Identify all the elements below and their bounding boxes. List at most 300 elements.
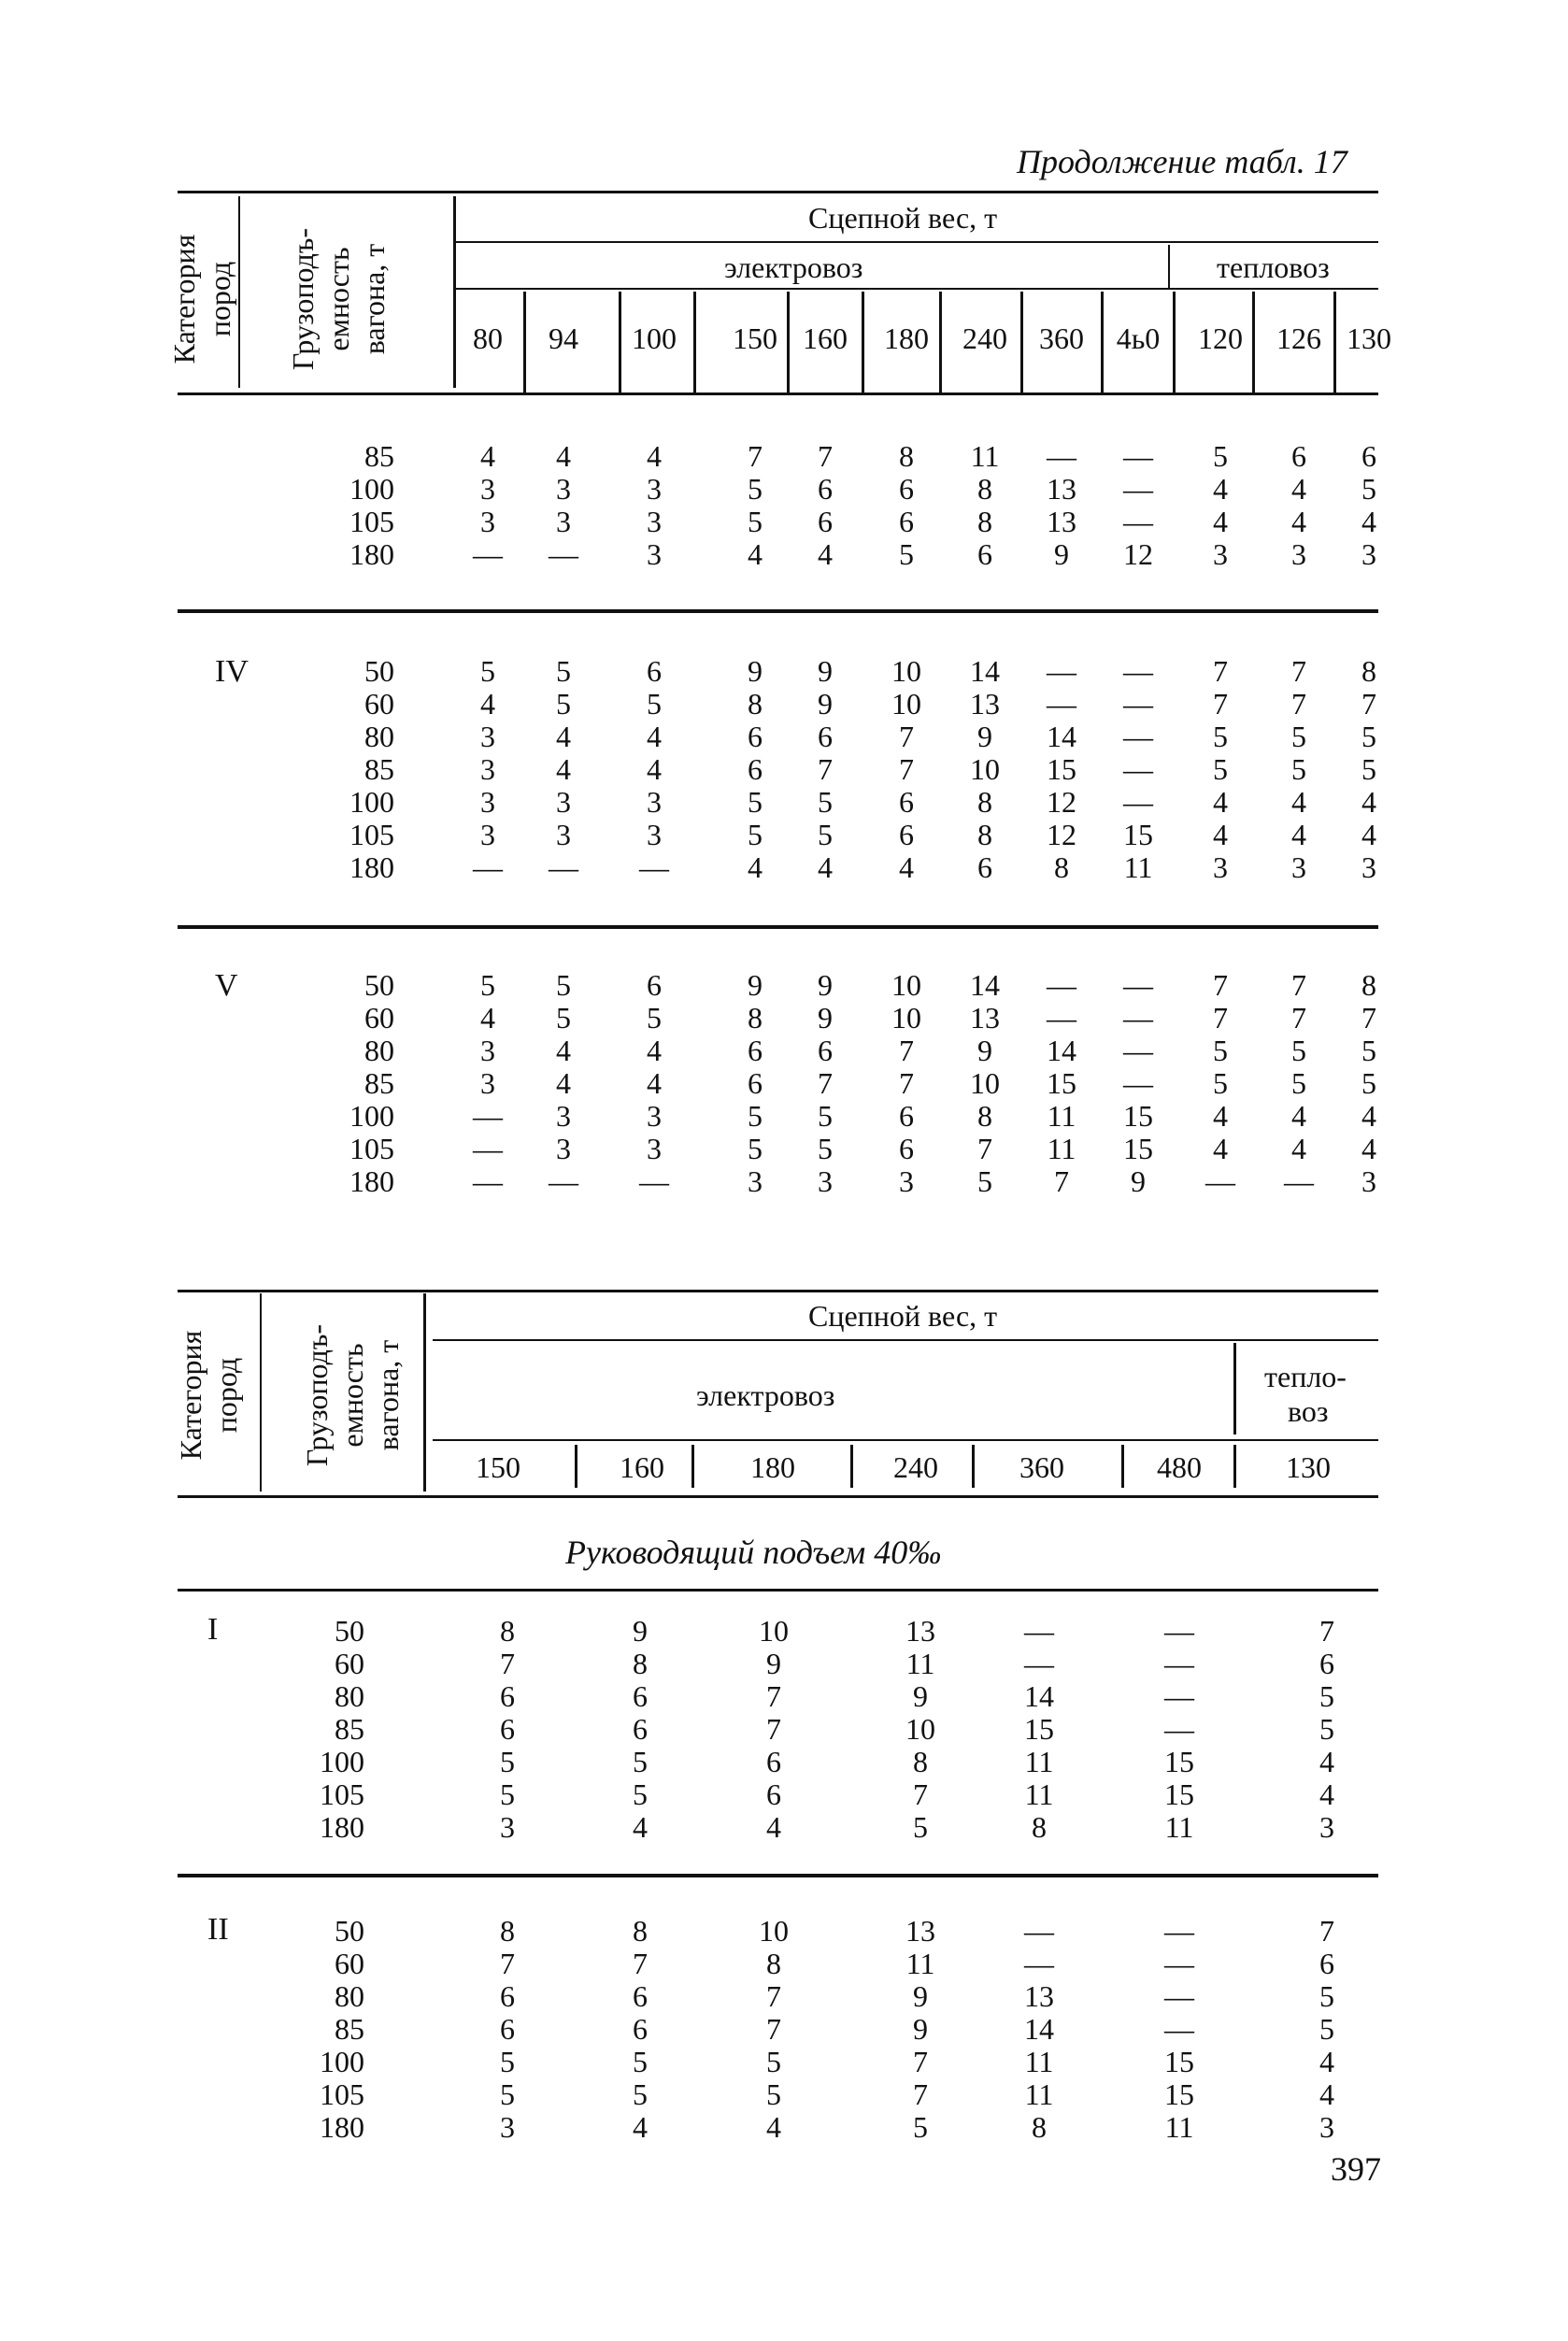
table1-cell: 11 <box>1123 850 1153 884</box>
table2-load: 50 <box>335 1914 364 1948</box>
table2-cell: 13 <box>905 1614 935 1648</box>
table1-cell: 6 <box>748 720 763 753</box>
table1-col-header: 180 <box>884 321 929 355</box>
table1-cell: 11 <box>1047 1132 1076 1165</box>
table2-cell: 6 <box>500 1712 515 1746</box>
table1-col-header: 94 <box>549 321 578 355</box>
table2-load: 85 <box>335 1712 364 1746</box>
table1-cell: 5 <box>480 654 495 688</box>
table2-cell: 8 <box>766 1947 781 1980</box>
table1-load: 85 <box>364 752 394 786</box>
table1-cell: — <box>473 1164 503 1198</box>
table2-cell: 6 <box>500 1979 515 2013</box>
table1-header-capacity: Грузоподъ- емность вагона, т <box>286 227 391 371</box>
table1-cell: 13 <box>970 687 1000 721</box>
table1-cell: 4 <box>1291 818 1306 851</box>
table1-cell: — <box>1123 505 1153 538</box>
table1-cell: 5 <box>818 1132 833 1165</box>
table2-header-electric: электровоз <box>696 1378 835 1412</box>
table1-cell: 5 <box>818 1099 833 1133</box>
table1-cell: 3 <box>556 505 571 538</box>
table1-cell: 6 <box>1291 439 1306 473</box>
table1-cell: 14 <box>1047 1034 1076 1067</box>
table1-load: 50 <box>364 654 394 688</box>
table1-cell: — <box>1123 968 1153 1002</box>
column-separator <box>693 292 696 393</box>
table2-cell: 6 <box>1319 1947 1334 1980</box>
table1-cell: 7 <box>1213 968 1228 1002</box>
table1-load: 80 <box>364 720 394 753</box>
table1-cell: 4 <box>1291 785 1306 819</box>
column-separator <box>1252 292 1255 393</box>
table1-cell: 14 <box>970 968 1000 1002</box>
table1-cell: 5 <box>748 818 763 851</box>
table1-cell: 3 <box>1291 850 1306 884</box>
table1-col-header: 4ь0 <box>1116 321 1161 355</box>
table1-cell: 7 <box>748 439 763 473</box>
table2-cell: 10 <box>759 1614 789 1648</box>
column-separator <box>619 292 621 393</box>
table1-cell: 13 <box>1047 505 1076 538</box>
table1-cell: — <box>549 1164 578 1198</box>
table2-cell: — <box>1164 1712 1194 1746</box>
table1-cell: 4 <box>1213 818 1228 851</box>
table2-cell: 9 <box>913 1679 928 1713</box>
table2-cell: 5 <box>633 2045 648 2078</box>
page-number: 397 <box>1331 2150 1381 2188</box>
table2-cell: 15 <box>1024 1712 1054 1746</box>
table1-cell: 7 <box>1291 687 1306 721</box>
table1-load: 85 <box>364 1066 394 1100</box>
table1-cell: 12 <box>1047 818 1076 851</box>
table2-cell: 8 <box>1032 2110 1047 2144</box>
table1-cell: 5 <box>899 537 914 571</box>
table1-cell: 5 <box>480 968 495 1002</box>
table1-cell: 6 <box>748 752 763 786</box>
table1-cell: 12 <box>1123 537 1153 571</box>
table1-cell: — <box>1047 1001 1076 1035</box>
table2-cell: 6 <box>633 1712 648 1746</box>
table1-cell: 6 <box>899 1132 914 1165</box>
table1-cell: 4 <box>1213 472 1228 506</box>
table1-cell: 5 <box>1291 752 1306 786</box>
table1-cell: 3 <box>748 1164 763 1198</box>
table2-cell: 4 <box>633 1810 648 1844</box>
table1-cell: 4 <box>1291 1132 1306 1165</box>
table1-cell: 8 <box>977 505 992 538</box>
table2-cell: 4 <box>766 1810 781 1844</box>
table2-cell: 6 <box>766 1745 781 1778</box>
table2-load: 105 <box>320 2077 364 2111</box>
table2-cell: 9 <box>766 1647 781 1680</box>
table2-cell: 15 <box>1164 1777 1194 1811</box>
table1-cell: 7 <box>1361 1001 1376 1035</box>
table2-cell: 5 <box>913 1810 928 1844</box>
table2-load: 180 <box>320 2110 364 2144</box>
table1-cell: 4 <box>1213 505 1228 538</box>
table1-cell: 4 <box>647 1034 662 1067</box>
table1-cell: 4 <box>647 752 662 786</box>
table1-cell: 8 <box>1361 968 1376 1002</box>
table2-load: 60 <box>335 1647 364 1680</box>
table2-cell: 13 <box>905 1914 935 1948</box>
table2-cell: 15 <box>1164 2045 1194 2078</box>
table1-cell: 4 <box>1291 1099 1306 1133</box>
table2-col-header: 360 <box>1019 1450 1064 1484</box>
table1-cell: 5 <box>748 1132 763 1165</box>
table2-cell: 9 <box>633 1614 648 1648</box>
table2-subtitle: Руководящий подъем 40‰ <box>565 1534 942 1571</box>
table1-cell: 14 <box>970 654 1000 688</box>
table2-cell: — <box>1164 1947 1194 1980</box>
table1-col-header: 80 <box>473 321 503 355</box>
table1-load: 80 <box>364 1034 394 1067</box>
table1-cell: — <box>1123 439 1153 473</box>
table2-cell: 8 <box>500 1614 515 1648</box>
table2-header-diesel-line1: тепло- <box>1264 1360 1347 1393</box>
table1-cell: 4 <box>1213 1099 1228 1133</box>
table1-cell: 4 <box>1361 785 1376 819</box>
table1-cell: 3 <box>556 472 571 506</box>
table2-cell: 7 <box>913 2045 928 2078</box>
table2-cell: 15 <box>1164 1745 1194 1778</box>
table1-cell: 8 <box>977 472 992 506</box>
table1-cell: — <box>1123 472 1153 506</box>
table1-cell: 5 <box>748 1099 763 1133</box>
table2-load: 85 <box>335 2012 364 2046</box>
table1-cell: 3 <box>480 752 495 786</box>
table1-load: 100 <box>349 472 394 506</box>
table2-cell: 7 <box>633 1947 648 1980</box>
table2-cell: 5 <box>633 1777 648 1811</box>
table1-cell: — <box>1284 1164 1314 1198</box>
table1-cell: 10 <box>891 968 921 1002</box>
table2-cell: 13 <box>1024 1979 1054 2013</box>
table1-cell: 4 <box>1213 785 1228 819</box>
table1-cell: 7 <box>1291 654 1306 688</box>
table2-cell: 5 <box>766 2077 781 2111</box>
table1-cell: 4 <box>556 1034 571 1067</box>
table2-cell: 7 <box>500 1947 515 1980</box>
table1-cell: — <box>1123 720 1153 753</box>
table2-cell: 4 <box>1319 1745 1334 1778</box>
table2-load: 80 <box>335 1679 364 1713</box>
table1-cell: 9 <box>977 1034 992 1067</box>
table1-cell: 5 <box>977 1164 992 1198</box>
column-separator <box>1173 292 1176 393</box>
table2-category: II <box>207 1912 229 1947</box>
table1-cell: 4 <box>818 850 833 884</box>
table1-cell: — <box>1047 654 1076 688</box>
table1-cell: 4 <box>1361 1132 1376 1165</box>
table1-cell: 3 <box>556 1132 571 1165</box>
table1-cell: — <box>1123 654 1153 688</box>
table1-cell: 13 <box>1047 472 1076 506</box>
table1-cell: 3 <box>647 1132 662 1165</box>
table1-cell: 5 <box>556 1001 571 1035</box>
table1-cell: 5 <box>1361 1034 1376 1067</box>
table2-cell: 11 <box>1024 1777 1054 1811</box>
table2-cell: 7 <box>1319 1914 1334 1948</box>
table1-cell: 5 <box>556 654 571 688</box>
table1-load: 60 <box>364 1001 394 1035</box>
table1-cell: — <box>1123 1034 1153 1067</box>
table1-cell: 10 <box>891 654 921 688</box>
table1-cell: — <box>473 1132 503 1165</box>
table1-cell: 4 <box>1213 1132 1228 1165</box>
table2-cell: 10 <box>759 1914 789 1948</box>
table2-cell: — <box>1164 1647 1194 1680</box>
table1-cell: 10 <box>970 1066 1000 1100</box>
table1-cell: 5 <box>1291 720 1306 753</box>
table1-cell: 9 <box>818 968 833 1002</box>
table1-cell: 6 <box>977 537 992 571</box>
table1-cell: 4 <box>556 1066 571 1100</box>
table1-cell: 3 <box>899 1164 914 1198</box>
table1-col-header: 120 <box>1198 321 1243 355</box>
table1-load: 105 <box>349 505 394 538</box>
table1-header-diesel: тепловоз <box>1217 250 1330 284</box>
table2-col-header: 130 <box>1286 1450 1331 1484</box>
table1-cell: 3 <box>647 472 662 506</box>
table1-cell: 5 <box>1361 720 1376 753</box>
table1-cell: 6 <box>818 1034 833 1067</box>
table1-cell: 15 <box>1047 752 1076 786</box>
table1-cell: 3 <box>818 1164 833 1198</box>
table2-cell: 11 <box>1164 1810 1194 1844</box>
table1-col-header: 130 <box>1347 321 1391 355</box>
table1-cell: 6 <box>748 1066 763 1100</box>
table2-cell: 10 <box>905 1712 935 1746</box>
table1-cell: — <box>1123 687 1153 721</box>
table1-load: 100 <box>349 785 394 819</box>
table1-cell: 9 <box>818 687 833 721</box>
table1-cell: 4 <box>818 537 833 571</box>
table2-cell: 3 <box>500 2110 515 2144</box>
table1-load: 105 <box>349 1132 394 1165</box>
table1-cell: 7 <box>1054 1164 1069 1198</box>
table1-cell: 3 <box>480 1034 495 1067</box>
table2-cell: 6 <box>1319 1647 1334 1680</box>
table2-header-capacity: Грузоподъ- емность вагона, т <box>300 1323 405 1467</box>
table1-cell: 7 <box>1213 687 1228 721</box>
table1-cell: 3 <box>1213 850 1228 884</box>
table2-cell: — <box>1164 1979 1194 2013</box>
table1-cell: 5 <box>1213 720 1228 753</box>
table2-load: 80 <box>335 1979 364 2013</box>
table2-cell: 8 <box>1032 1810 1047 1844</box>
table2-category: I <box>207 1612 219 1647</box>
table1-header-category: Категория пород <box>167 234 236 364</box>
column-separator <box>1333 292 1336 393</box>
table1-cell: — <box>473 537 503 571</box>
table2-cell: 14 <box>1024 2012 1054 2046</box>
table1-cell: 7 <box>818 1066 833 1100</box>
table1-cell: 4 <box>556 439 571 473</box>
table1-load: 85 <box>364 439 394 473</box>
column-separator <box>939 292 942 393</box>
column-separator <box>850 1445 853 1488</box>
table1-load: 180 <box>349 1164 394 1198</box>
table1-cell: 7 <box>1361 687 1376 721</box>
table2-cell: 5 <box>500 1745 515 1778</box>
table1-cell: — <box>1047 687 1076 721</box>
table2-cell: — <box>1024 1647 1054 1680</box>
table1-cell: 5 <box>556 687 571 721</box>
table2-cell: 5 <box>1319 1979 1334 2013</box>
table1-cell: 7 <box>818 439 833 473</box>
table2-cell: 6 <box>633 1679 648 1713</box>
table1-cell: 6 <box>748 1034 763 1067</box>
table2-cell: 9 <box>913 1979 928 2013</box>
table1-cell: 3 <box>480 1066 495 1100</box>
table1-cell: 3 <box>1291 537 1306 571</box>
table1-cell: 7 <box>1291 1001 1306 1035</box>
table1-col-header: 240 <box>962 321 1007 355</box>
table1-cell: 6 <box>899 505 914 538</box>
table2-cell: 4 <box>1319 2077 1334 2111</box>
table1-cell: 14 <box>1047 720 1076 753</box>
table2-cell: 4 <box>766 2110 781 2144</box>
table1-cell: 7 <box>1213 654 1228 688</box>
table1-cell: — <box>1123 752 1153 786</box>
table2-cell: 5 <box>633 1745 648 1778</box>
table2-cell: — <box>1164 2012 1194 2046</box>
table2-cell: 6 <box>633 2012 648 2046</box>
table1-cell: 5 <box>1361 472 1376 506</box>
table1-cell: — <box>473 850 503 884</box>
column-separator <box>523 292 526 393</box>
table1-cell: 9 <box>1131 1164 1146 1198</box>
column-separator <box>1121 1445 1124 1488</box>
table1-cell: 4 <box>647 1066 662 1100</box>
table1-cell: 4 <box>556 752 571 786</box>
table2-cell: 7 <box>913 1777 928 1811</box>
table1-load: 105 <box>349 818 394 851</box>
table1-cell: 6 <box>899 818 914 851</box>
table1-cell: 3 <box>480 720 495 753</box>
table1-header-electric: электровоз <box>724 250 863 284</box>
table1-cell: 8 <box>977 1099 992 1133</box>
table2-load: 105 <box>320 1777 364 1811</box>
table1-cell: 5 <box>818 785 833 819</box>
table1-cell: 4 <box>556 720 571 753</box>
table2-cell: — <box>1024 1914 1054 1948</box>
table1-cell: — <box>639 1164 669 1198</box>
table1-cell: 6 <box>818 720 833 753</box>
table1-cell: 5 <box>1213 1034 1228 1067</box>
table2-cell: 11 <box>1024 2045 1054 2078</box>
table2-cell: 4 <box>633 2110 648 2144</box>
table1-cell: 6 <box>647 654 662 688</box>
column-separator <box>972 1445 975 1488</box>
table2-col-header: 160 <box>620 1450 664 1484</box>
table1-cell: 15 <box>1123 1099 1153 1133</box>
table2-col-header: 240 <box>893 1450 938 1484</box>
table1-cell: 6 <box>818 505 833 538</box>
table1-category: V <box>215 968 238 1003</box>
table1-cell: 5 <box>1213 752 1228 786</box>
column-separator <box>787 292 790 393</box>
group-separator <box>178 1874 1378 1877</box>
table1-cell: 5 <box>818 818 833 851</box>
table1-cell: — <box>1123 1001 1153 1035</box>
table1-cell: 3 <box>647 505 662 538</box>
table1-cell: 6 <box>818 472 833 506</box>
table2-load: 100 <box>320 2045 364 2078</box>
table1-cell: 8 <box>899 439 914 473</box>
table1-cell: 5 <box>1361 1066 1376 1100</box>
table1-load: 180 <box>349 537 394 571</box>
table2-cell: 11 <box>1024 2077 1054 2111</box>
table1-cell: — <box>549 850 578 884</box>
table1-cell: 8 <box>1361 654 1376 688</box>
table1-cell: 3 <box>1361 850 1376 884</box>
table2-cell: — <box>1164 1914 1194 1948</box>
table1-cell: 3 <box>480 505 495 538</box>
table1-cell: 11 <box>1047 1099 1076 1133</box>
group-separator <box>178 609 1378 613</box>
table1-cell: 4 <box>1291 505 1306 538</box>
table2-cell: 5 <box>913 2110 928 2144</box>
table1-cell: — <box>639 850 669 884</box>
table2-header-diesel-line2: воз <box>1288 1394 1329 1428</box>
table2-header-category: Категория пород <box>174 1330 243 1461</box>
table2-load: 100 <box>320 1745 364 1778</box>
table2-cell: 3 <box>500 1810 515 1844</box>
table1-cell: 7 <box>899 1066 914 1100</box>
table1-cell: 10 <box>970 752 1000 786</box>
table2-cell: 7 <box>766 1712 781 1746</box>
table2-load: 60 <box>335 1947 364 1980</box>
table1-col-header: 160 <box>803 321 848 355</box>
table2-cell: 7 <box>766 1979 781 2013</box>
table1-cell: 3 <box>556 1099 571 1133</box>
table1-cell: 6 <box>977 850 992 884</box>
column-separator <box>575 1445 577 1488</box>
table1-cell: 3 <box>1213 537 1228 571</box>
table1-col-header: 150 <box>733 321 777 355</box>
table1-cell: 6 <box>899 1099 914 1133</box>
table2-col-header: 150 <box>476 1450 520 1484</box>
table1-cell: 6 <box>899 472 914 506</box>
table2-cell: 5 <box>500 2077 515 2111</box>
table1-category: IV <box>215 654 249 689</box>
table2-cell: 7 <box>913 2077 928 2111</box>
table1-cell: 5 <box>1291 1034 1306 1067</box>
table1-cell: 9 <box>818 654 833 688</box>
table1-cell: 5 <box>748 472 763 506</box>
table2-cell: 9 <box>913 2012 928 2046</box>
table1-cell: 7 <box>899 752 914 786</box>
table1-cell: 11 <box>970 439 1000 473</box>
table1-cell: 7 <box>977 1132 992 1165</box>
group-separator <box>178 925 1378 929</box>
table1-cell: 9 <box>748 968 763 1002</box>
table1-cell: — <box>1047 439 1076 473</box>
table1-cell: 9 <box>1054 537 1069 571</box>
table1-cell: 4 <box>1361 505 1376 538</box>
column-separator <box>1020 292 1023 393</box>
table1-header-weight: Сцепной вес, т <box>808 201 998 235</box>
table2-cell: 4 <box>1319 2045 1334 2078</box>
table2-load: 180 <box>320 1810 364 1844</box>
column-separator <box>862 292 864 393</box>
table1-load: 100 <box>349 1099 394 1133</box>
table1-load: 60 <box>364 687 394 721</box>
table2-cell: 7 <box>766 2012 781 2046</box>
table1-cell: — <box>1205 1164 1235 1198</box>
